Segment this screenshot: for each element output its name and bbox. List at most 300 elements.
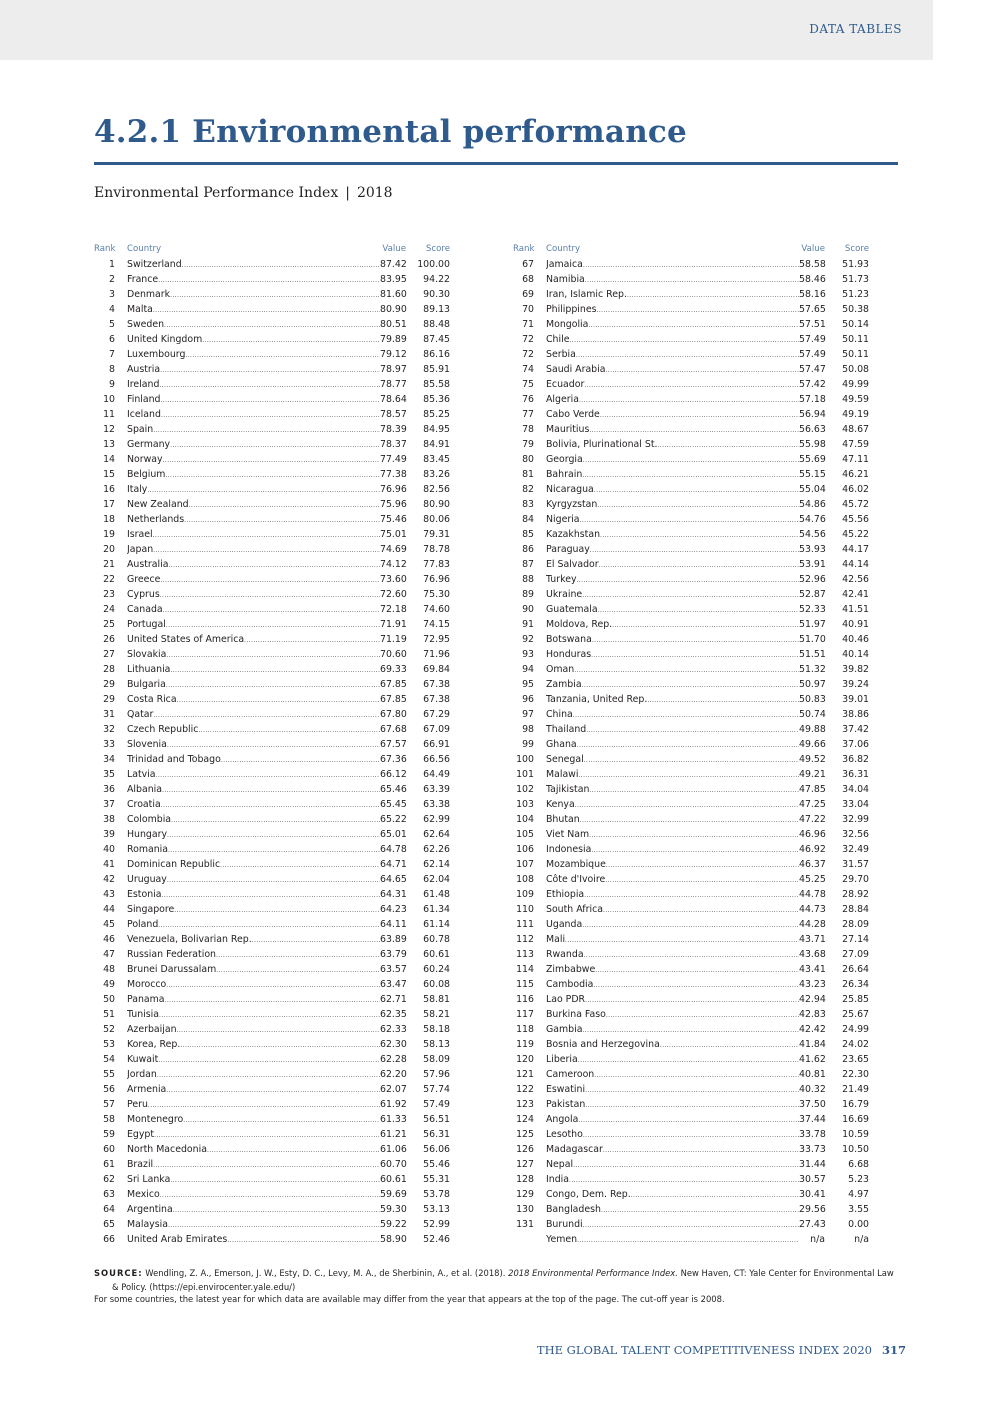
value-cell: 50.97 xyxy=(799,679,826,690)
country-cell: Sri Lanka ..... xyxy=(127,1172,382,1187)
score-cell: 66.56 xyxy=(423,754,450,765)
score-cell: 40.46 xyxy=(842,634,869,645)
value-cell: 42.83 xyxy=(799,1009,826,1020)
score-cell: 55.31 xyxy=(423,1174,450,1185)
country-cell: Czech Republic ..... xyxy=(127,722,382,737)
score-cell: 100.00 xyxy=(417,259,450,270)
country-cell: United States of America ..... xyxy=(127,632,382,647)
value-cell: 71.19 xyxy=(380,634,407,645)
rank-cell: 9 xyxy=(109,379,115,390)
value-cell: 29.56 xyxy=(799,1204,826,1215)
rank-cell: 85 xyxy=(522,529,534,540)
value-cell: 55.98 xyxy=(799,439,826,450)
value-cell: 67.80 xyxy=(380,709,407,720)
table-row xyxy=(94,887,450,902)
table-row xyxy=(513,287,869,302)
rank-cell: 15 xyxy=(103,469,115,480)
country-cell: Trinidad and Tobago ..... xyxy=(127,752,382,767)
rank-cell: 64 xyxy=(103,1204,115,1215)
score-cell: 49.19 xyxy=(842,409,869,420)
value-cell: 52.33 xyxy=(799,604,826,615)
value-cell: 65.45 xyxy=(380,799,407,810)
rank-cell: 71 xyxy=(522,319,534,330)
table-row xyxy=(513,662,869,677)
source-authors: Wendling, Z. A., Emerson, J. W., Esty, D. C., Levy, M. A., de Sherbinin, A., et al. (2018). xyxy=(145,1268,506,1278)
value-cell: 75.96 xyxy=(380,499,407,510)
table-row xyxy=(94,767,450,782)
country-cell: Venezuela, Bolivarian Rep. ..... xyxy=(127,932,382,947)
table-row xyxy=(94,737,450,752)
table-row xyxy=(94,617,450,632)
rank-cell: 7 xyxy=(109,349,115,360)
table-row xyxy=(94,662,450,677)
country-cell: Liberia ..... xyxy=(546,1052,801,1067)
table-row xyxy=(513,1007,869,1022)
value-cell: 44.28 xyxy=(799,919,826,930)
table-row xyxy=(94,407,450,422)
score-cell: 50.11 xyxy=(842,349,869,360)
rank-cell: 14 xyxy=(103,454,115,465)
country-cell: Egypt ..... xyxy=(127,1127,382,1142)
table-row xyxy=(513,272,869,287)
score-cell: 16.79 xyxy=(842,1099,869,1110)
value-cell: 64.65 xyxy=(380,874,407,885)
rank-cell: 26 xyxy=(103,634,115,645)
value-cell: 49.66 xyxy=(799,739,826,750)
value-cell: 50.83 xyxy=(799,694,826,705)
value-cell: 53.91 xyxy=(799,559,826,570)
table-row xyxy=(94,1052,450,1067)
table-row xyxy=(94,347,450,362)
country-cell: Albania ..... xyxy=(127,782,382,797)
score-cell: 53.78 xyxy=(423,1189,450,1200)
table-row xyxy=(513,1067,869,1082)
value-cell: 61.21 xyxy=(380,1129,407,1140)
value-cell: 65.22 xyxy=(380,814,407,825)
score-cell: 24.02 xyxy=(842,1039,869,1050)
score-cell: 28.84 xyxy=(842,904,869,915)
country-cell: Bangladesh ..... xyxy=(546,1202,801,1217)
score-cell: 67.38 xyxy=(423,694,450,705)
rank-cell: 87 xyxy=(522,559,534,570)
country-cell: Brazil ..... xyxy=(127,1157,382,1172)
table-row xyxy=(94,947,450,962)
score-cell: 39.01 xyxy=(842,694,869,705)
source-citation xyxy=(94,1266,906,1294)
country-cell: Senegal ..... xyxy=(546,752,801,767)
rank-cell: 44 xyxy=(103,904,115,915)
score-cell: 36.82 xyxy=(842,754,869,765)
table-row xyxy=(513,1097,869,1112)
rank-cell: 53 xyxy=(103,1039,115,1050)
table-row xyxy=(513,542,869,557)
country-cell: Ghana ..... xyxy=(546,737,801,752)
table-row xyxy=(94,332,450,347)
value-cell: 77.49 xyxy=(380,454,407,465)
rank-cell: 101 xyxy=(516,769,534,780)
value-cell: 47.22 xyxy=(799,814,826,825)
country-cell: Nicaragua ..... xyxy=(546,482,801,497)
country-cell: Lao PDR ..... xyxy=(546,992,801,1007)
score-cell: 94.22 xyxy=(423,274,450,285)
value-cell: 55.04 xyxy=(799,484,826,495)
table-row xyxy=(94,1022,450,1037)
rank-cell: 59 xyxy=(103,1129,115,1140)
value-cell: 78.57 xyxy=(380,409,407,420)
value-cell: 43.23 xyxy=(799,979,826,990)
rank-cell: 37 xyxy=(103,799,115,810)
value-cell: 56.94 xyxy=(799,409,826,420)
value-cell: 87.42 xyxy=(380,259,407,270)
score-cell: 5.23 xyxy=(848,1174,869,1185)
table-row xyxy=(94,1097,450,1112)
table-row xyxy=(513,1202,869,1217)
rank-cell: 107 xyxy=(516,859,534,870)
value-cell: 70.60 xyxy=(380,649,407,660)
table-row xyxy=(94,512,450,527)
score-cell: 86.16 xyxy=(423,349,450,360)
table-row xyxy=(513,317,869,332)
value-cell: 55.69 xyxy=(799,454,826,465)
country-cell: Zambia ..... xyxy=(546,677,801,692)
score-cell: 85.91 xyxy=(423,364,450,375)
rank-cell: 4 xyxy=(109,304,115,315)
rank-cell: 11 xyxy=(103,409,115,420)
country-cell: Bosnia and Herzegovina ..... xyxy=(546,1037,801,1052)
value-cell: 59.30 xyxy=(380,1204,407,1215)
score-cell: 46.21 xyxy=(842,469,869,480)
value-cell: 59.22 xyxy=(380,1219,407,1230)
score-cell: 87.45 xyxy=(423,334,450,345)
rank-cell: 27 xyxy=(103,649,115,660)
score-cell: 50.38 xyxy=(842,304,869,315)
table-row xyxy=(513,1112,869,1127)
country-cell: Cyprus ..... xyxy=(127,587,382,602)
value-cell: 43.41 xyxy=(799,964,826,975)
rank-cell: 32 xyxy=(103,724,115,735)
value-cell: 60.70 xyxy=(380,1159,407,1170)
score-cell: 66.91 xyxy=(423,739,450,750)
country-cell: Ethiopia ..... xyxy=(546,887,801,902)
value-cell: 67.36 xyxy=(380,754,407,765)
table-row xyxy=(513,977,869,992)
value-cell: 61.92 xyxy=(380,1099,407,1110)
rank-cell: 23 xyxy=(103,589,115,600)
country-cell: Tajikistan ..... xyxy=(546,782,801,797)
country-cell: Cabo Verde ..... xyxy=(546,407,801,422)
value-cell: 55.15 xyxy=(799,469,826,480)
score-cell: 55.46 xyxy=(423,1159,450,1170)
table-row xyxy=(513,782,869,797)
header-country: Country xyxy=(546,244,581,254)
rank-cell: 61 xyxy=(103,1159,115,1170)
source-label: SOURCE: xyxy=(94,1268,143,1278)
top-banner xyxy=(0,0,933,60)
table-row xyxy=(513,827,869,842)
rank-cell: 125 xyxy=(516,1129,534,1140)
country-cell: Costa Rica ..... xyxy=(127,692,382,707)
table-row xyxy=(94,842,450,857)
value-cell: 65.01 xyxy=(380,829,407,840)
score-cell: 28.92 xyxy=(842,889,869,900)
country-cell: Turkey ..... xyxy=(546,572,801,587)
table-row xyxy=(94,677,450,692)
score-cell: 61.14 xyxy=(423,919,450,930)
country-cell: Ukraine ..... xyxy=(546,587,801,602)
rank-cell: 99 xyxy=(522,739,534,750)
score-cell: 23.65 xyxy=(842,1054,869,1065)
country-cell: Kyrgyzstan ..... xyxy=(546,497,801,512)
table-row xyxy=(94,287,450,302)
header-score: Score xyxy=(844,244,869,254)
value-cell: 78.77 xyxy=(380,379,407,390)
value-cell: 57.18 xyxy=(799,394,826,405)
score-cell: 57.74 xyxy=(423,1084,450,1095)
rank-cell: 98 xyxy=(522,724,534,735)
country-cell: United Arab Emirates ..... xyxy=(127,1232,382,1247)
score-cell: 16.69 xyxy=(842,1114,869,1125)
value-cell: 58.58 xyxy=(799,259,826,270)
rank-cell: 94 xyxy=(522,664,534,675)
score-cell: 26.64 xyxy=(842,964,869,975)
rank-cell: 89 xyxy=(522,589,534,600)
rank-cell: 28 xyxy=(103,664,115,675)
country-cell: Latvia ..... xyxy=(127,767,382,782)
country-cell: Argentina ..... xyxy=(127,1202,382,1217)
table-row xyxy=(94,392,450,407)
value-cell: 63.79 xyxy=(380,949,407,960)
country-cell: Honduras ..... xyxy=(546,647,801,662)
table-row xyxy=(94,1112,450,1127)
value-cell: 51.97 xyxy=(799,619,826,630)
score-cell: 3.55 xyxy=(848,1204,869,1215)
country-cell: Romania ..... xyxy=(127,842,382,857)
value-cell: 54.86 xyxy=(799,499,826,510)
table-header xyxy=(513,242,869,257)
rank-cell: 112 xyxy=(516,934,534,945)
score-cell: 48.67 xyxy=(842,424,869,435)
value-cell: 46.92 xyxy=(799,844,826,855)
value-cell: 47.25 xyxy=(799,799,826,810)
value-cell: 58.46 xyxy=(799,274,826,285)
table-row xyxy=(94,257,450,272)
table-row xyxy=(94,527,450,542)
value-cell: 73.60 xyxy=(380,574,407,585)
country-cell: Lesotho ..... xyxy=(546,1127,801,1142)
score-cell: 85.25 xyxy=(423,409,450,420)
value-cell: 58.90 xyxy=(380,1234,407,1245)
score-cell: 62.14 xyxy=(423,859,450,870)
country-cell: Mauritius ..... xyxy=(546,422,801,437)
country-cell: Poland ..... xyxy=(127,917,382,932)
country-cell: Germany ..... xyxy=(127,437,382,452)
value-cell: 59.69 xyxy=(380,1189,407,1200)
country-cell: Uruguay ..... xyxy=(127,872,382,887)
rank-cell: 111 xyxy=(516,919,534,930)
score-cell: 71.96 xyxy=(423,649,450,660)
table-row xyxy=(94,542,450,557)
table-row xyxy=(513,632,869,647)
value-cell: 37.50 xyxy=(799,1099,826,1110)
table-row xyxy=(94,467,450,482)
value-cell: 53.93 xyxy=(799,544,826,555)
value-cell: 75.01 xyxy=(380,529,407,540)
title-rule xyxy=(94,162,898,165)
table-row xyxy=(513,722,869,737)
rank-cell: 47 xyxy=(103,949,115,960)
country-cell: Burkina Faso ..... xyxy=(546,1007,801,1022)
table-row xyxy=(513,302,869,317)
table-row xyxy=(94,452,450,467)
section-label: DATA TABLES xyxy=(809,22,902,36)
country-cell: New Zealand ..... xyxy=(127,497,382,512)
rank-cell: 46 xyxy=(103,934,115,945)
rank-cell: 39 xyxy=(103,829,115,840)
table-row xyxy=(94,827,450,842)
value-cell: 51.51 xyxy=(799,649,826,660)
rank-cell: 68 xyxy=(522,274,534,285)
country-cell: United Kingdom ..... xyxy=(127,332,382,347)
score-cell: 37.06 xyxy=(842,739,869,750)
country-cell: Madagascar ..... xyxy=(546,1142,801,1157)
rank-cell: 75 xyxy=(522,379,534,390)
rank-cell: 110 xyxy=(516,904,534,915)
score-cell: 78.78 xyxy=(423,544,450,555)
table-row xyxy=(94,722,450,737)
value-cell: 33.73 xyxy=(799,1144,826,1155)
table-row xyxy=(94,1232,450,1247)
score-cell: 22.30 xyxy=(842,1069,869,1080)
score-cell: 69.84 xyxy=(423,664,450,675)
score-cell: 67.09 xyxy=(423,724,450,735)
table-row xyxy=(513,617,869,632)
rank-cell: 97 xyxy=(522,709,534,720)
table-row xyxy=(513,332,869,347)
table-row xyxy=(513,557,869,572)
score-cell: 83.26 xyxy=(423,469,450,480)
score-cell: 53.13 xyxy=(423,1204,450,1215)
score-cell: 63.38 xyxy=(423,799,450,810)
score-cell: 80.90 xyxy=(423,499,450,510)
country-cell: Ecuador ..... xyxy=(546,377,801,392)
rank-cell: 6 xyxy=(109,334,115,345)
value-cell: 30.57 xyxy=(799,1174,826,1185)
score-cell: 60.24 xyxy=(423,964,450,975)
rank-cell: 109 xyxy=(516,889,534,900)
rank-cell: 43 xyxy=(103,889,115,900)
value-cell: 62.20 xyxy=(380,1069,407,1080)
value-cell: 63.57 xyxy=(380,964,407,975)
score-cell: 72.95 xyxy=(423,634,450,645)
rank-cell: 38 xyxy=(103,814,115,825)
table-row xyxy=(94,317,450,332)
country-cell: Netherlands ..... xyxy=(127,512,382,527)
rank-cell: 82 xyxy=(522,484,534,495)
value-cell: 74.12 xyxy=(380,559,407,570)
score-cell: 85.36 xyxy=(423,394,450,405)
score-cell: 57.49 xyxy=(423,1099,450,1110)
table-row xyxy=(513,962,869,977)
table-row xyxy=(94,1202,450,1217)
value-cell: 30.41 xyxy=(799,1189,826,1200)
country-cell: Viet Nam ..... xyxy=(546,827,801,842)
table-row xyxy=(513,707,869,722)
value-cell: 67.57 xyxy=(380,739,407,750)
country-cell: Italy ..... xyxy=(127,482,382,497)
table-row xyxy=(94,812,450,827)
rank-cell: 93 xyxy=(522,649,534,660)
value-cell: 72.18 xyxy=(380,604,407,615)
rank-cell: 16 xyxy=(103,484,115,495)
score-cell: 27.09 xyxy=(842,949,869,960)
table-row xyxy=(94,1037,450,1052)
score-cell: 67.38 xyxy=(423,679,450,690)
rank-cell: 72 xyxy=(522,349,534,360)
score-cell: 10.59 xyxy=(842,1129,869,1140)
rank-cell: 40 xyxy=(103,844,115,855)
country-cell: Mexico ..... xyxy=(127,1187,382,1202)
table-row xyxy=(513,872,869,887)
value-cell: 57.42 xyxy=(799,379,826,390)
country-cell: Croatia ..... xyxy=(127,797,382,812)
table-row xyxy=(513,1082,869,1097)
table-row xyxy=(94,992,450,1007)
country-cell: Colombia ..... xyxy=(127,812,382,827)
value-cell: 62.28 xyxy=(380,1054,407,1065)
page-footer xyxy=(537,1343,906,1357)
score-cell: 77.83 xyxy=(423,559,450,570)
score-cell: 6.68 xyxy=(848,1159,869,1170)
rank-cell: 42 xyxy=(103,874,115,885)
table-row xyxy=(513,407,869,422)
value-cell: 65.46 xyxy=(380,784,407,795)
table-row xyxy=(513,887,869,902)
rank-cell: 108 xyxy=(516,874,534,885)
score-cell: 24.99 xyxy=(842,1024,869,1035)
country-cell: Jamaica ..... xyxy=(546,257,801,272)
score-cell: 47.11 xyxy=(842,454,869,465)
score-cell: 50.11 xyxy=(842,334,869,345)
table-row xyxy=(94,1082,450,1097)
table-row xyxy=(94,1172,450,1187)
score-cell: 80.06 xyxy=(423,514,450,525)
country-cell: Thailand ..... xyxy=(546,722,801,737)
table-row xyxy=(94,1157,450,1172)
rank-cell: 80 xyxy=(522,454,534,465)
value-cell: 40.81 xyxy=(799,1069,826,1080)
value-cell: 46.37 xyxy=(799,859,826,870)
value-cell: 58.16 xyxy=(799,289,826,300)
country-cell: Ireland ..... xyxy=(127,377,382,392)
score-cell: 33.04 xyxy=(842,799,869,810)
table-row xyxy=(513,512,869,527)
value-cell: 64.11 xyxy=(380,919,407,930)
table-row xyxy=(94,422,450,437)
rank-cell: 113 xyxy=(516,949,534,960)
value-cell: 78.37 xyxy=(380,439,407,450)
value-cell: 78.39 xyxy=(380,424,407,435)
score-cell: 32.56 xyxy=(842,829,869,840)
table-row xyxy=(513,1217,869,1232)
score-cell: 31.57 xyxy=(842,859,869,870)
rank-cell: 76 xyxy=(522,394,534,405)
rank-cell: 77 xyxy=(522,409,534,420)
table-row xyxy=(94,932,450,947)
table-row xyxy=(513,497,869,512)
table-row xyxy=(513,602,869,617)
value-cell: 27.43 xyxy=(799,1219,826,1230)
value-cell: 64.31 xyxy=(380,889,407,900)
